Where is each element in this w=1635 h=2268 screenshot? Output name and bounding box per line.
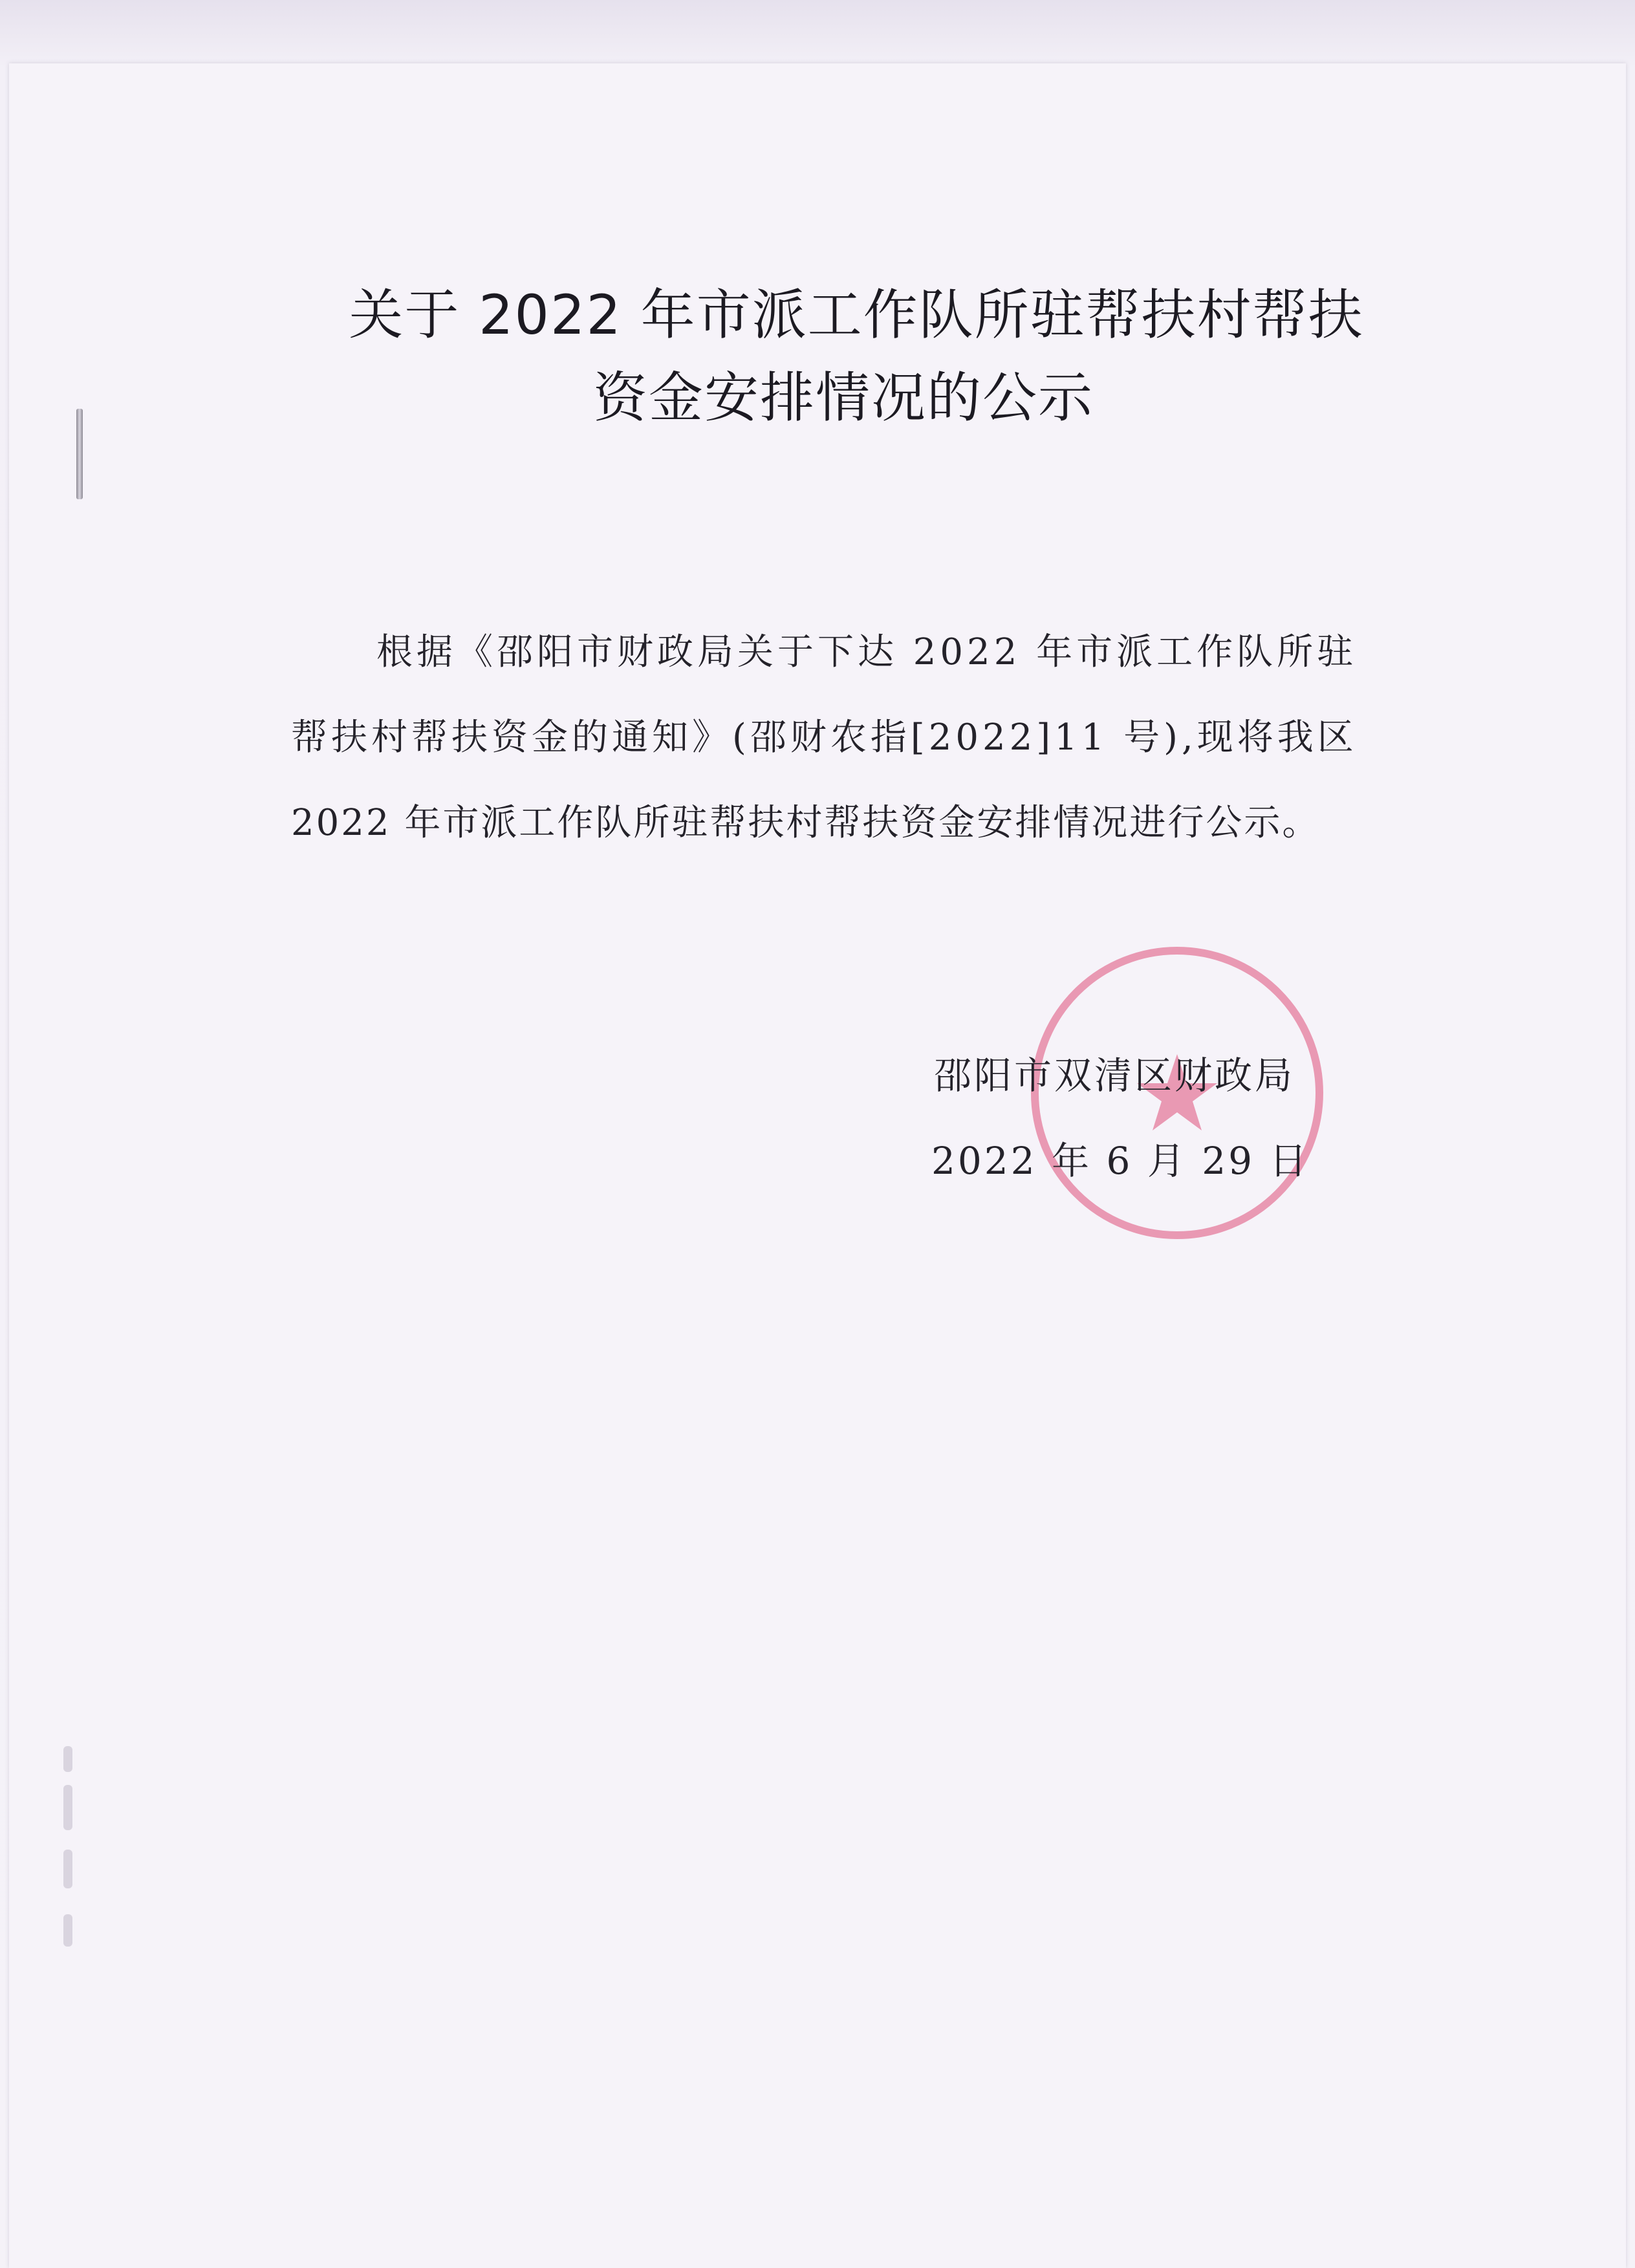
punch-hole-mark xyxy=(63,1746,72,1772)
document-title-line1: 关于 2022 年市派工作队所驻帮扶村帮扶 xyxy=(349,283,1364,347)
punch-hole-mark xyxy=(63,1850,72,1888)
issue-date: 2022 年 6 月 29 日 xyxy=(931,1139,1310,1183)
body-paragraph-line3: 2022 年市派工作队所驻帮扶村帮扶资金安排情况进行公示。 xyxy=(291,802,1321,844)
document-title-line2: 资金安排情况的公示 xyxy=(592,366,1094,429)
issuer-name: 邵阳市双清区财政局 xyxy=(934,1053,1295,1097)
punch-hole-mark xyxy=(63,1785,72,1830)
body-paragraph-line1: 根据《邵阳市财政局关于下达 2022 年市派工作队所驻 xyxy=(376,631,1358,673)
punch-hole-mark xyxy=(63,1914,72,1947)
body-paragraph-line2: 帮扶村帮扶资金的通知》(邵财农指[2022]11 号),现将我区 xyxy=(291,717,1358,759)
